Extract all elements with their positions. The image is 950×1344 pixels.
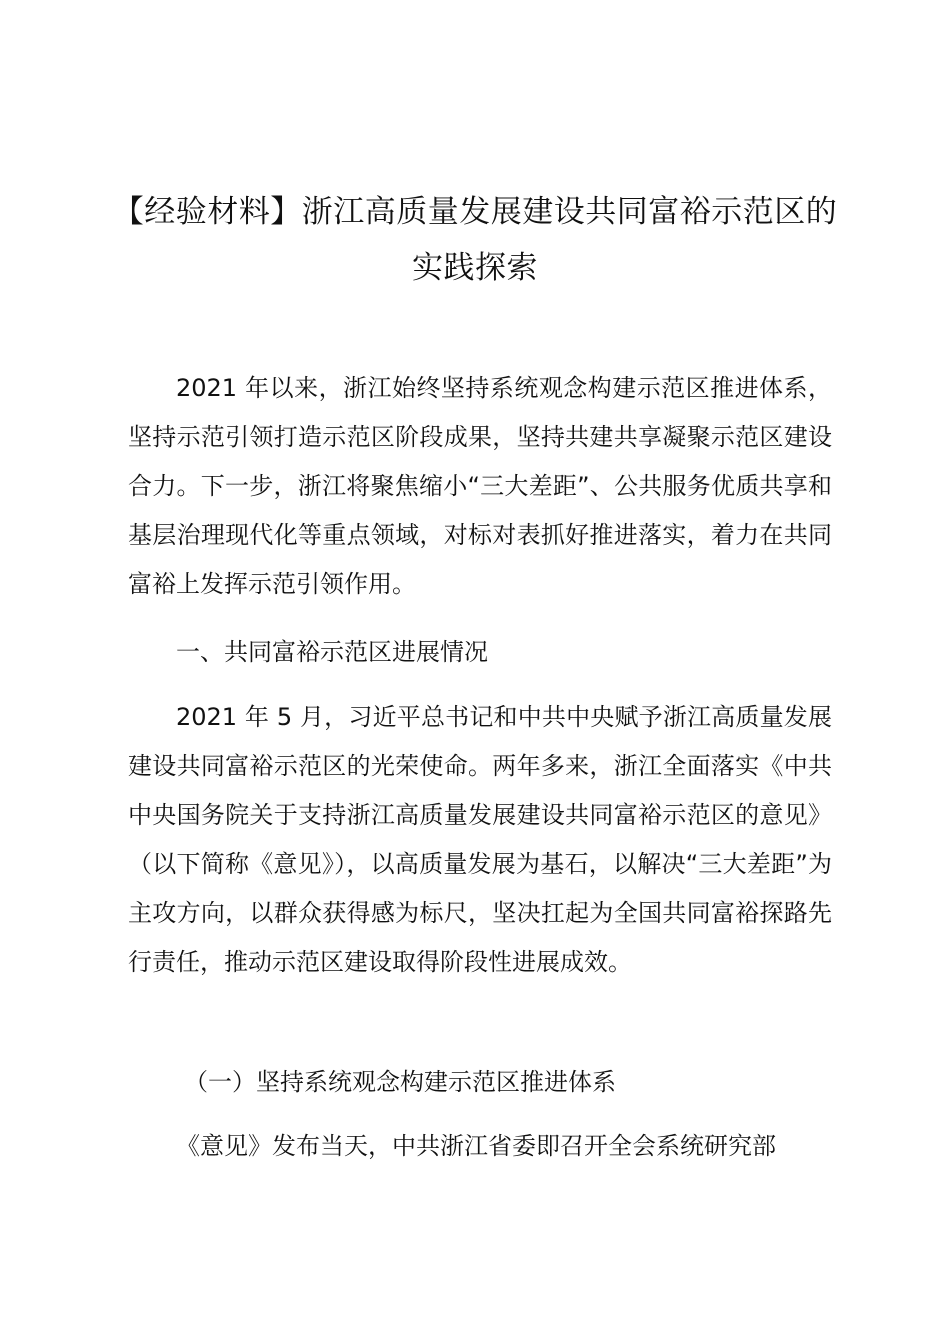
- section-heading-1: 一、共同富裕示范区进展情况: [176, 638, 488, 666]
- subsection-heading-1: （一）坚持系统观念构建示范区推进体系: [184, 1068, 616, 1096]
- section-1-paragraph: 2021 年 5 月，习近平总书记和中共中央赋予浙江高质量发展建设共同富裕示范区的光荣使命。两年多来，浙江全面落实《中共中央国务院关于支持浙江高质量发展建设共同富裕示范区的意见》（以下简称《意见》），以高质量发展为基石，以解决“三大差距”为主攻方向，以群众获得感为标尺，坚决扛起为全国共同富裕探路先行责任，推动示范区建设取得阶段性进展成效。: [128, 703, 832, 976]
- document-title: 【经验材料】浙江高质量发展建设共同富裕示范区的实践探索: [112, 194, 838, 286]
- subsection-1-paragraph: 《意见》发布当天，中共浙江省委即召开全会系统研究部: [176, 1132, 776, 1160]
- intro-paragraph: 2021 年以来，浙江始终坚持系统观念构建示范区推进体系，坚持示范引领打造示范区阶段成果，坚持共建共享凝聚示范区建设合力。下一步，浙江将聚焦缩小“三大差距”、公共服务优质共享和基层治理现代化等重点领域，对标对表抓好推进落实，着力在共同富裕上发挥示范引领作用。: [128, 374, 832, 598]
